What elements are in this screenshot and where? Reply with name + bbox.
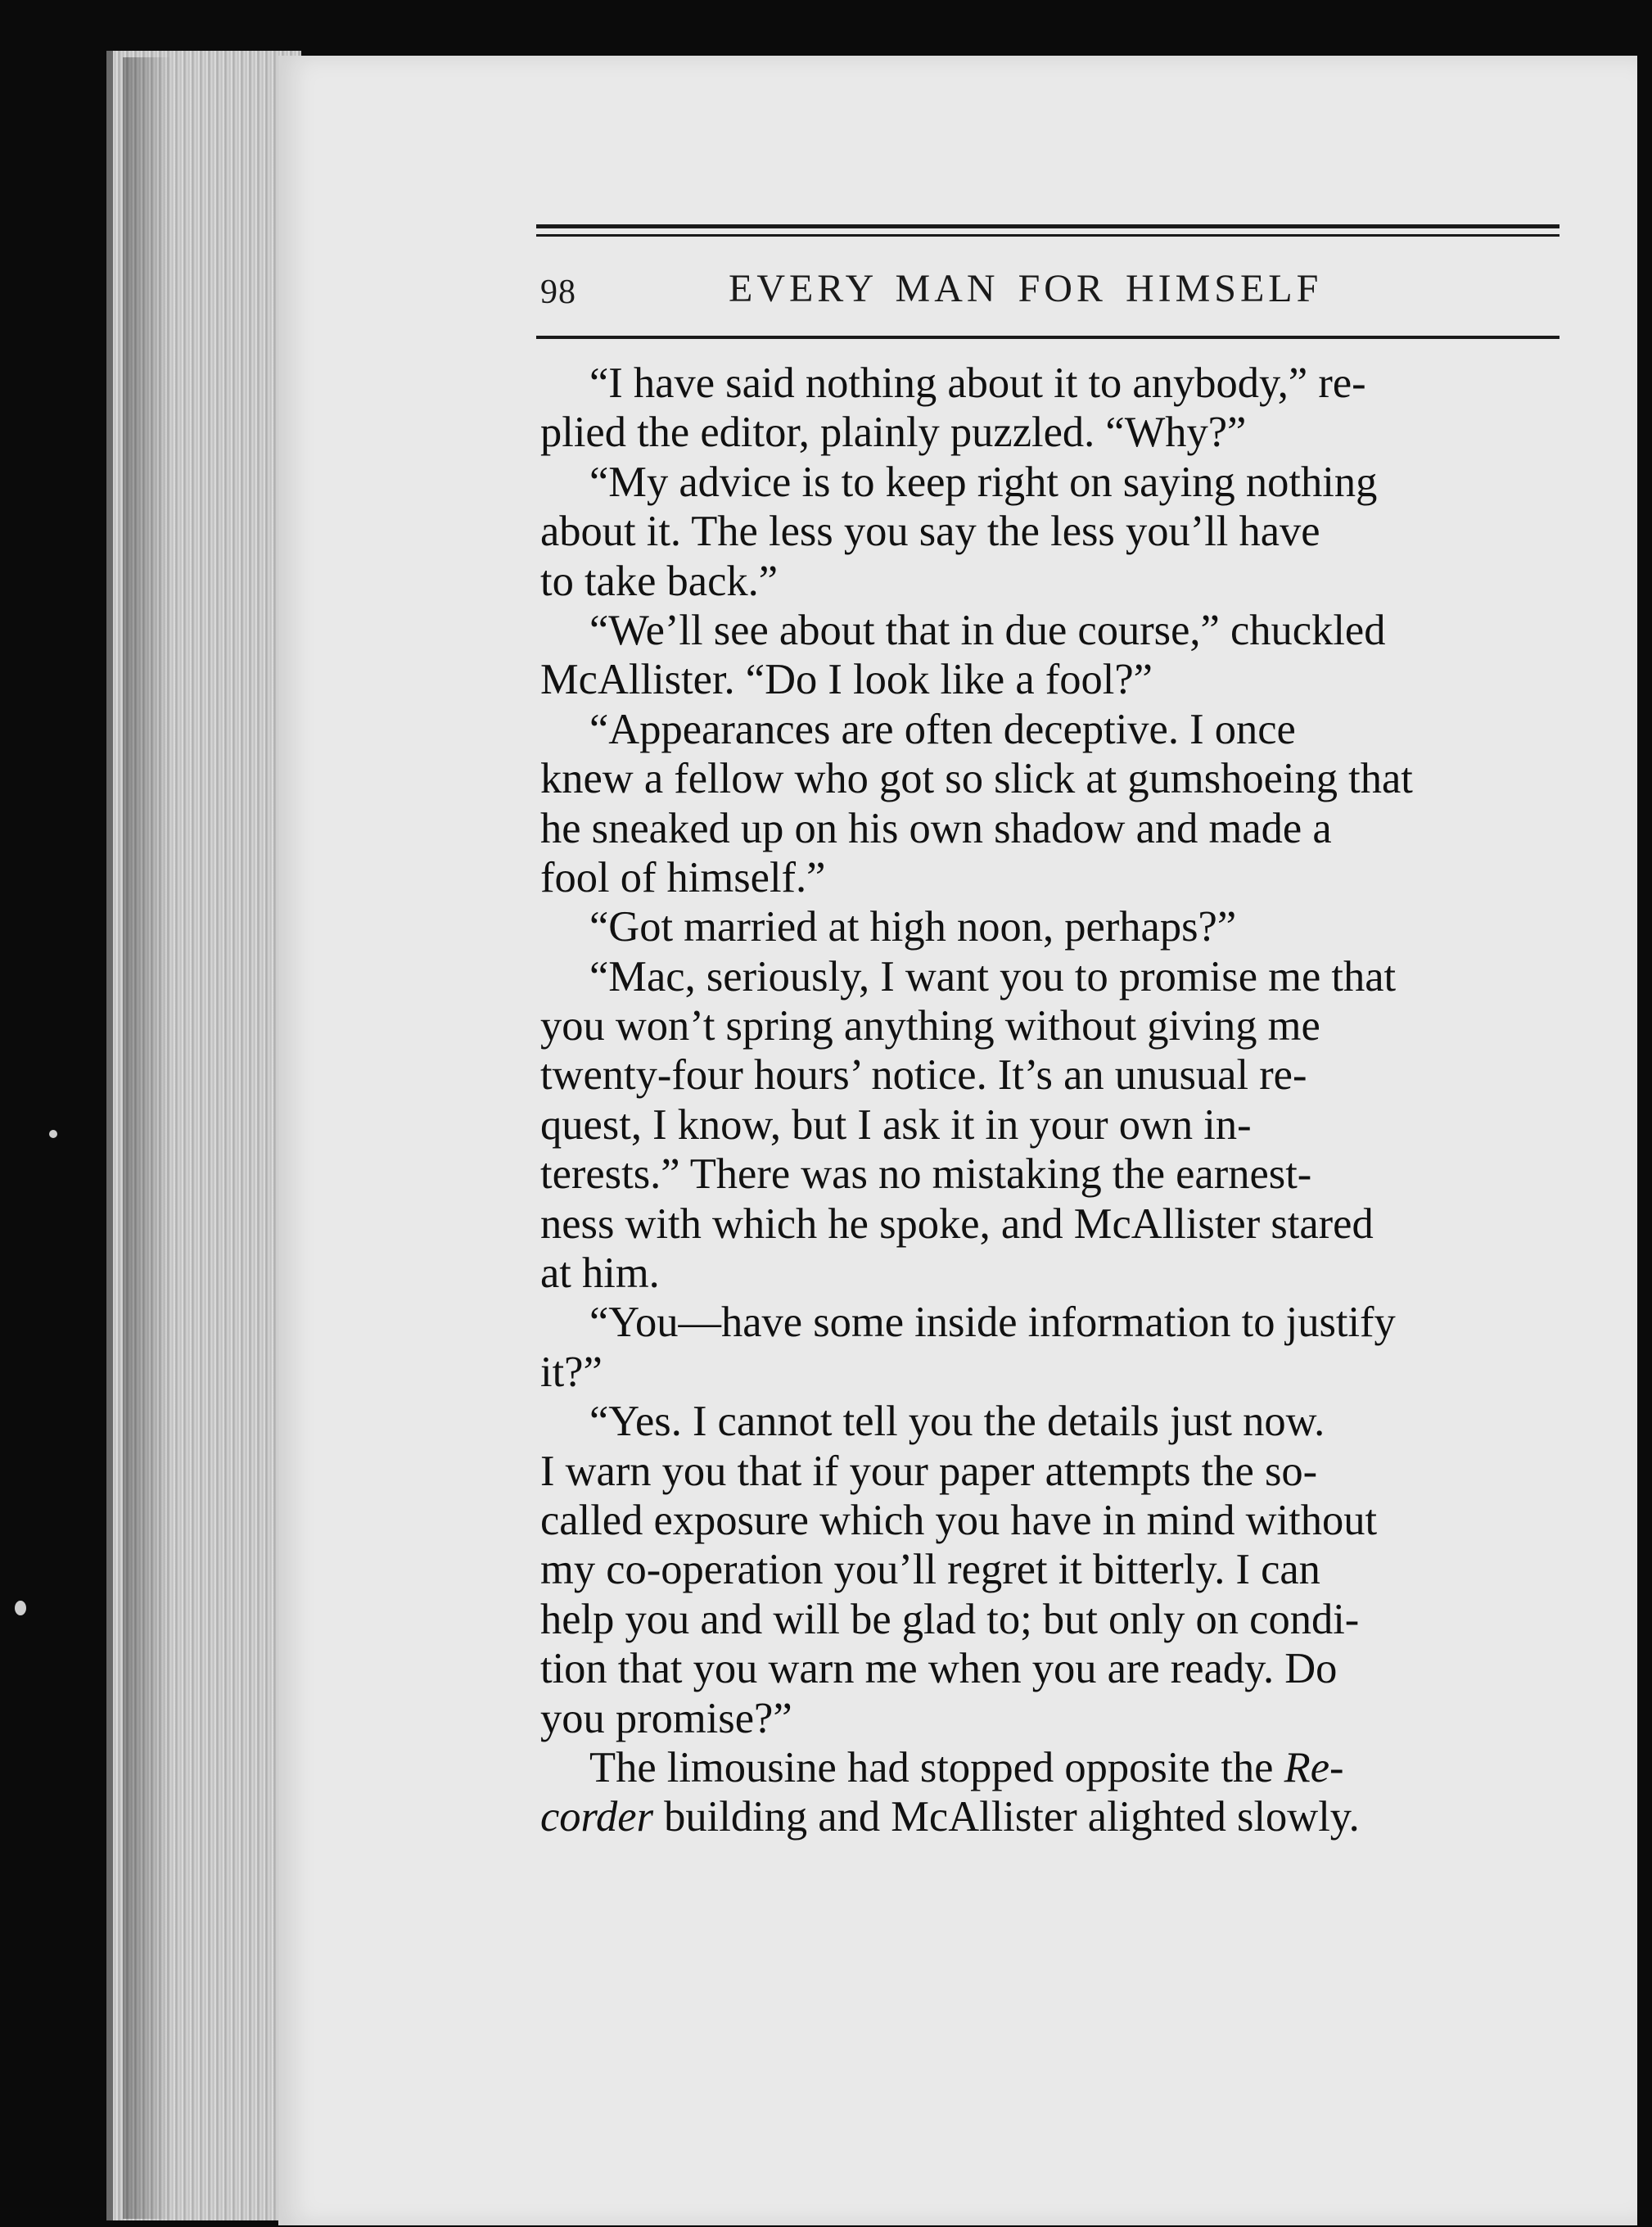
header-rule-thick [536, 224, 1559, 228]
text-line: about it. The less you say the less you’ll have [540, 508, 1320, 556]
text-line: quest, I know, but I ask it in your own in- [540, 1100, 1252, 1149]
text-line: “Yes. I cannot tell you the details just now. [589, 1398, 1325, 1446]
text-line: it?” [540, 1348, 603, 1396]
text-segment: The limousine had stopped opposite the [589, 1743, 1284, 1791]
text-line: terests.” There was no mistaking the earnest- [540, 1150, 1312, 1199]
text-line: “Got married at high noon, perhaps?” [589, 903, 1237, 951]
running-title: EVERY MAN FOR HIMSELF [729, 267, 1323, 310]
text-lines [540, 359, 1572, 1743]
text-line: knew a fellow who got so slick at gumshoeing that [540, 755, 1413, 803]
text-line: to take back.” [540, 557, 779, 605]
italic-text: corder [540, 1793, 654, 1841]
body-text [540, 359, 1572, 1842]
scan-speck [15, 1601, 26, 1615]
text-line: I warn you that if your paper attempts the so- [540, 1447, 1318, 1495]
text-line: called exposure which you have in mind without [540, 1496, 1378, 1544]
text-line: “You—have some inside information to justify [589, 1299, 1396, 1347]
page-number: 98 [540, 273, 576, 311]
text-line [540, 1792, 1572, 1841]
text-segment: building and McAllister alighted slowly. [653, 1793, 1360, 1841]
text-line: “Appearances are often deceptive. I once [589, 705, 1296, 753]
header-underline-rule [536, 336, 1559, 339]
text-line: “We’ll see about that in due course,” chuckled [589, 606, 1386, 654]
text-line: he sneaked up on his own shadow and made a [540, 804, 1332, 852]
text-line: you promise?” [540, 1694, 792, 1742]
text-line: you won’t spring anything without giving me [540, 1002, 1320, 1050]
text-line: my co-operation you’ll regret it bitterly. I can [540, 1546, 1320, 1594]
text-line: tion that you warn me when you are ready. Do [540, 1645, 1338, 1693]
running-head [540, 266, 1555, 323]
text-line: “I have said nothing about it to anybody,” re- [589, 359, 1366, 407]
scan-speck [49, 1130, 57, 1138]
header-rule-thin [536, 234, 1559, 237]
text-line: McAllister. “Do I look like a fool?” [540, 656, 1153, 704]
text-line: “Mac, seriously, I want you to promise me that [589, 952, 1397, 1001]
text-line: fool of himself.” [540, 853, 826, 901]
italic-text: Re- [1284, 1743, 1344, 1791]
text-line: ness with which he spoke, and McAllister stared [540, 1199, 1374, 1248]
binding-shadow [123, 57, 172, 2219]
text-line: twenty-four hours’ notice. It’s an unusual re- [540, 1051, 1307, 1100]
text-line: plied the editor, plainly puzzled. “Why?” [540, 409, 1247, 457]
text-line [540, 1743, 1572, 1792]
text-line: help you and will be glad to; but only on condi- [540, 1595, 1360, 1643]
text-line: at him. [540, 1249, 660, 1298]
text-line: “My advice is to keep right on saying nothing [589, 458, 1378, 506]
